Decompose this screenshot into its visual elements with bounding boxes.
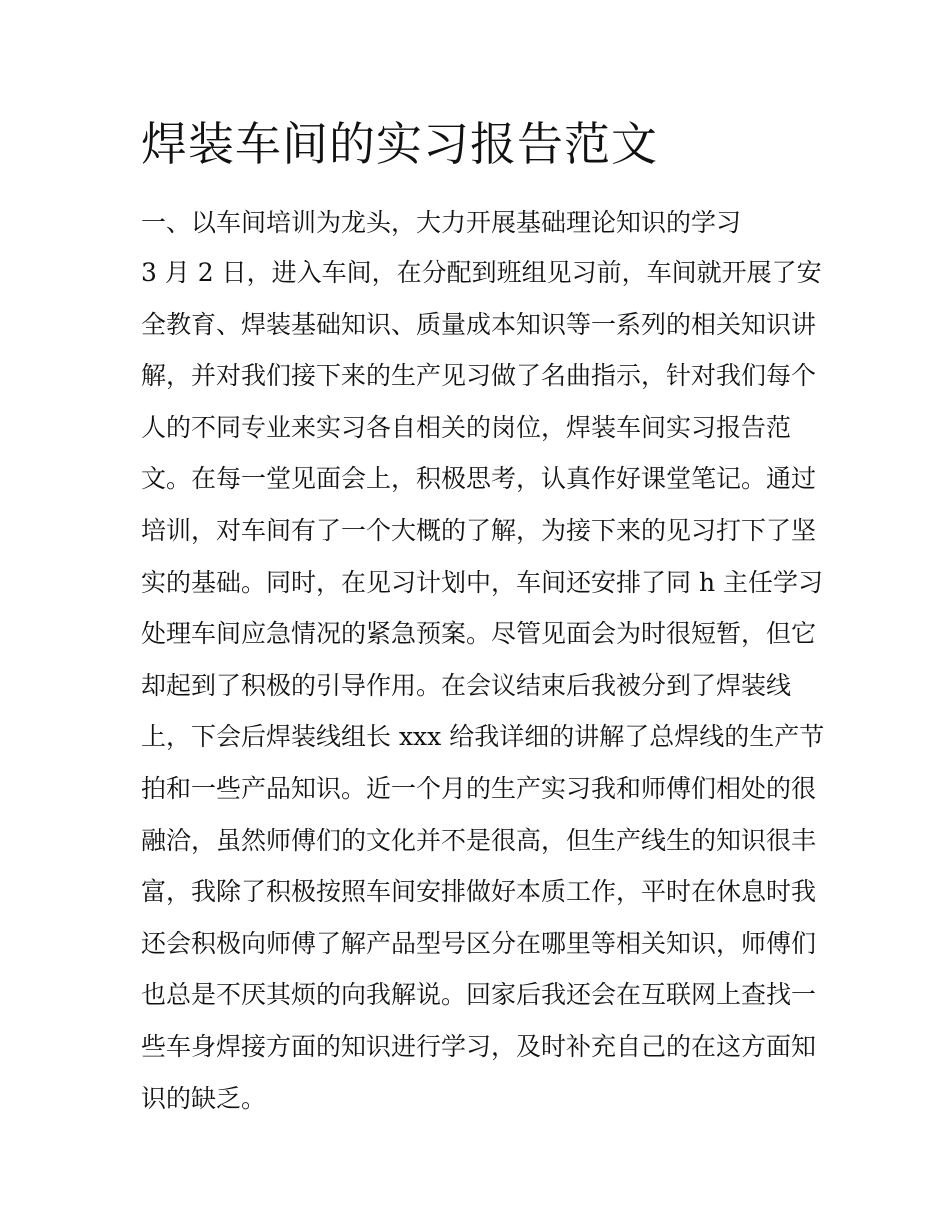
page-title: 焊装车间的实习报告范文 [141,117,658,171]
body-paragraph [141,253,825,1130]
body-line: 些车身焊接方面的知识进行学习，及时补充自己的在这方面知 [141,1031,817,1061]
body-line: 融洽，虽然师傅们的文化并不是很高，但生产线生的知识很丰 [141,825,817,855]
section-heading: 一、以车间培训为龙头，大力开展基础理论知识的学习 [141,208,742,237]
body-line: 也总是不厌其烦的向我解说。回家后我还会在互联网上查找一 [141,980,817,1010]
body-line: 文。在每一堂见面会上，积极思考，认真作好课堂笔记。通过 [141,464,817,494]
body-line: 上，下会后焊装线组长 xxx 给我详细的讲解了总焊线的生产节 [141,722,825,752]
body-line: 识的缺乏。 [141,1083,267,1113]
body-line: 全教育、焊装基础知识、质量成本知识等一系列的相关知识讲 [141,309,817,339]
body-line: 培训，对车间有了一个大概的了解，为接下来的见习打下了坚 [141,515,817,545]
body-line: 人的不同专业来实习各自相关的岗位，焊装车间实习报告范 [141,412,792,442]
body-line: 富，我除了积极按照车间安排做好本质工作，平时在休息时我 [141,877,817,907]
body-line: 处理车间应急情况的紧急预案。尽管见面会为时很短暂，但它 [141,619,817,649]
body-line: 实的基础。同时，在见习计划中，车间还安排了同 h 主任学习 [141,567,823,597]
body-line: 3 月 2 日，进入车间，在分配到班组见习前，车间就开展了安 [141,258,822,287]
body-line: 却起到了积极的引导作用。在会议结束后我被分到了焊装线 [141,670,792,700]
body-line: 解，并对我们接下来的生产见习做了名曲指示，针对我们每个 [141,361,817,391]
body-line: 还会积极向师傅了解产品型号区分在哪里等相关知识，师傅们 [141,928,817,958]
body-line: 拍和一些产品知识。近一个月的生产实习我和师傅们相处的很 [141,773,817,803]
